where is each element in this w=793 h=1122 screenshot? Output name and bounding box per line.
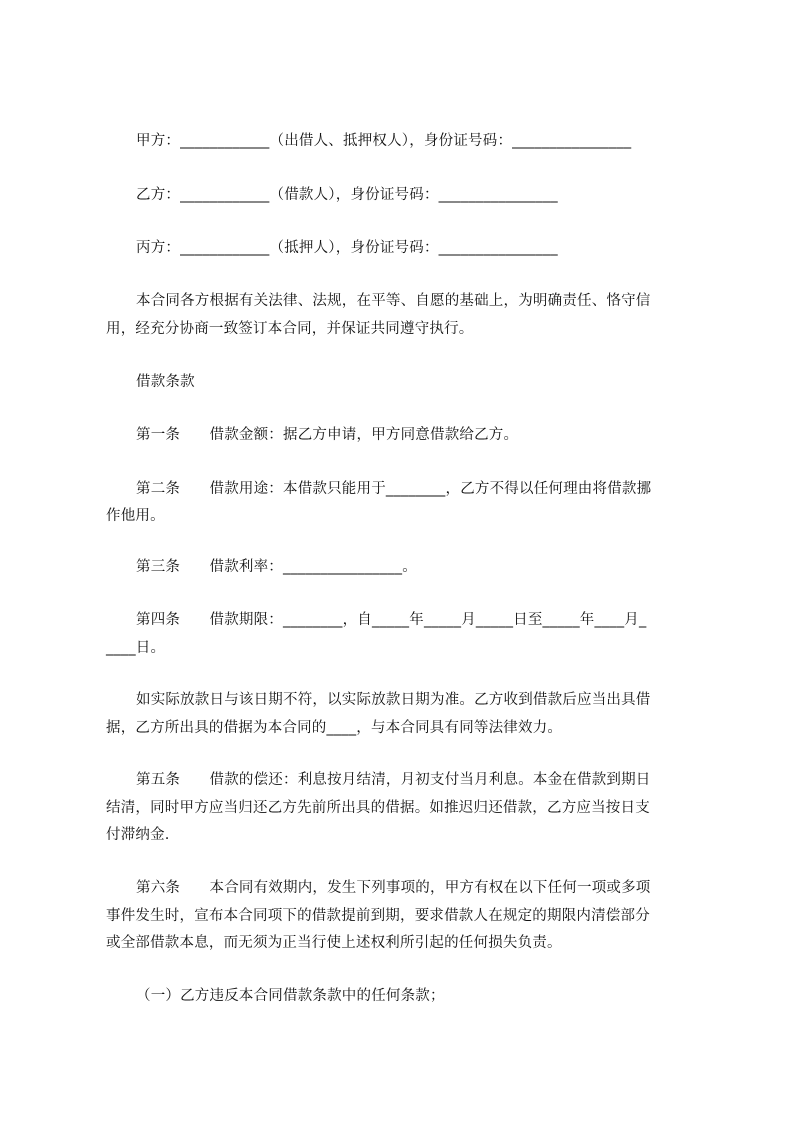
article-6-line-2: 事件发生时，宣布本合同项下的借款提前到期，要求借款人在规定的期限内清偿部分	[106, 908, 650, 924]
article-2-line-2: 作他用。	[106, 508, 165, 524]
article-6-line-3: 或全部借款本息，而无须为正当行使上述权利所引起的任何损失负责。	[106, 935, 562, 951]
note-line-2: 据，乙方所出具的借据为本合同的____，与本合同具有同等法律效力。	[106, 720, 563, 736]
intro-line-2: 用，经充分协商一致签订本合同，并保证共同遵守执行。	[106, 321, 474, 337]
article-1: 第一条 借款金额：据乙方申请，甲方同意借款给乙方。	[136, 427, 519, 443]
article-2-line-1: 第二条 借款用途：本借款只能用于________，乙方不得以任何理由将借款挪	[136, 481, 652, 497]
intro-line-1: 本合同各方根据有关法律、法规，在平等、自愿的基础上，为明确责任、恪守信	[136, 293, 651, 309]
item-1: （一）乙方违反本合同借款条款中的任何条款；	[136, 988, 445, 1004]
party-a-line: 甲方：____________（出借人、抵押权人），身份证号码：________________	[136, 133, 632, 149]
article-3: 第三条 借款利率：________________。	[136, 559, 417, 575]
party-b-line: 乙方：____________（借款人），身份证号码：________________	[136, 187, 558, 203]
article-5-line-1: 第五条 借款的偿还：利息按月结清，月初支付当月利息。本金在借款到期日	[136, 772, 651, 788]
article-5-line-2: 结清，同时甲方应当归还乙方先前所出具的借据。如推迟归还借款，乙方应当按日支	[106, 800, 650, 816]
article-4-line-2: ____日。	[106, 640, 166, 656]
article-6-line-1: 第六条 本合同有效期内，发生下列事项的，甲方有权在以下任何一项或多项	[136, 880, 651, 896]
note-line-1: 如实际放款日与该日期不符，以实际放款日期为准。乙方收到借款后应当出具借	[136, 692, 651, 708]
section-title: 借款条款	[136, 374, 195, 390]
article-5-line-3: 付滞纳金.	[106, 827, 170, 843]
article-4-line-1: 第四条 借款期限：________，自_____年_____月_____日至_____年____月_	[136, 612, 647, 628]
party-c-line: 丙方：____________（抵押人），身份证号码：________________	[136, 240, 558, 256]
